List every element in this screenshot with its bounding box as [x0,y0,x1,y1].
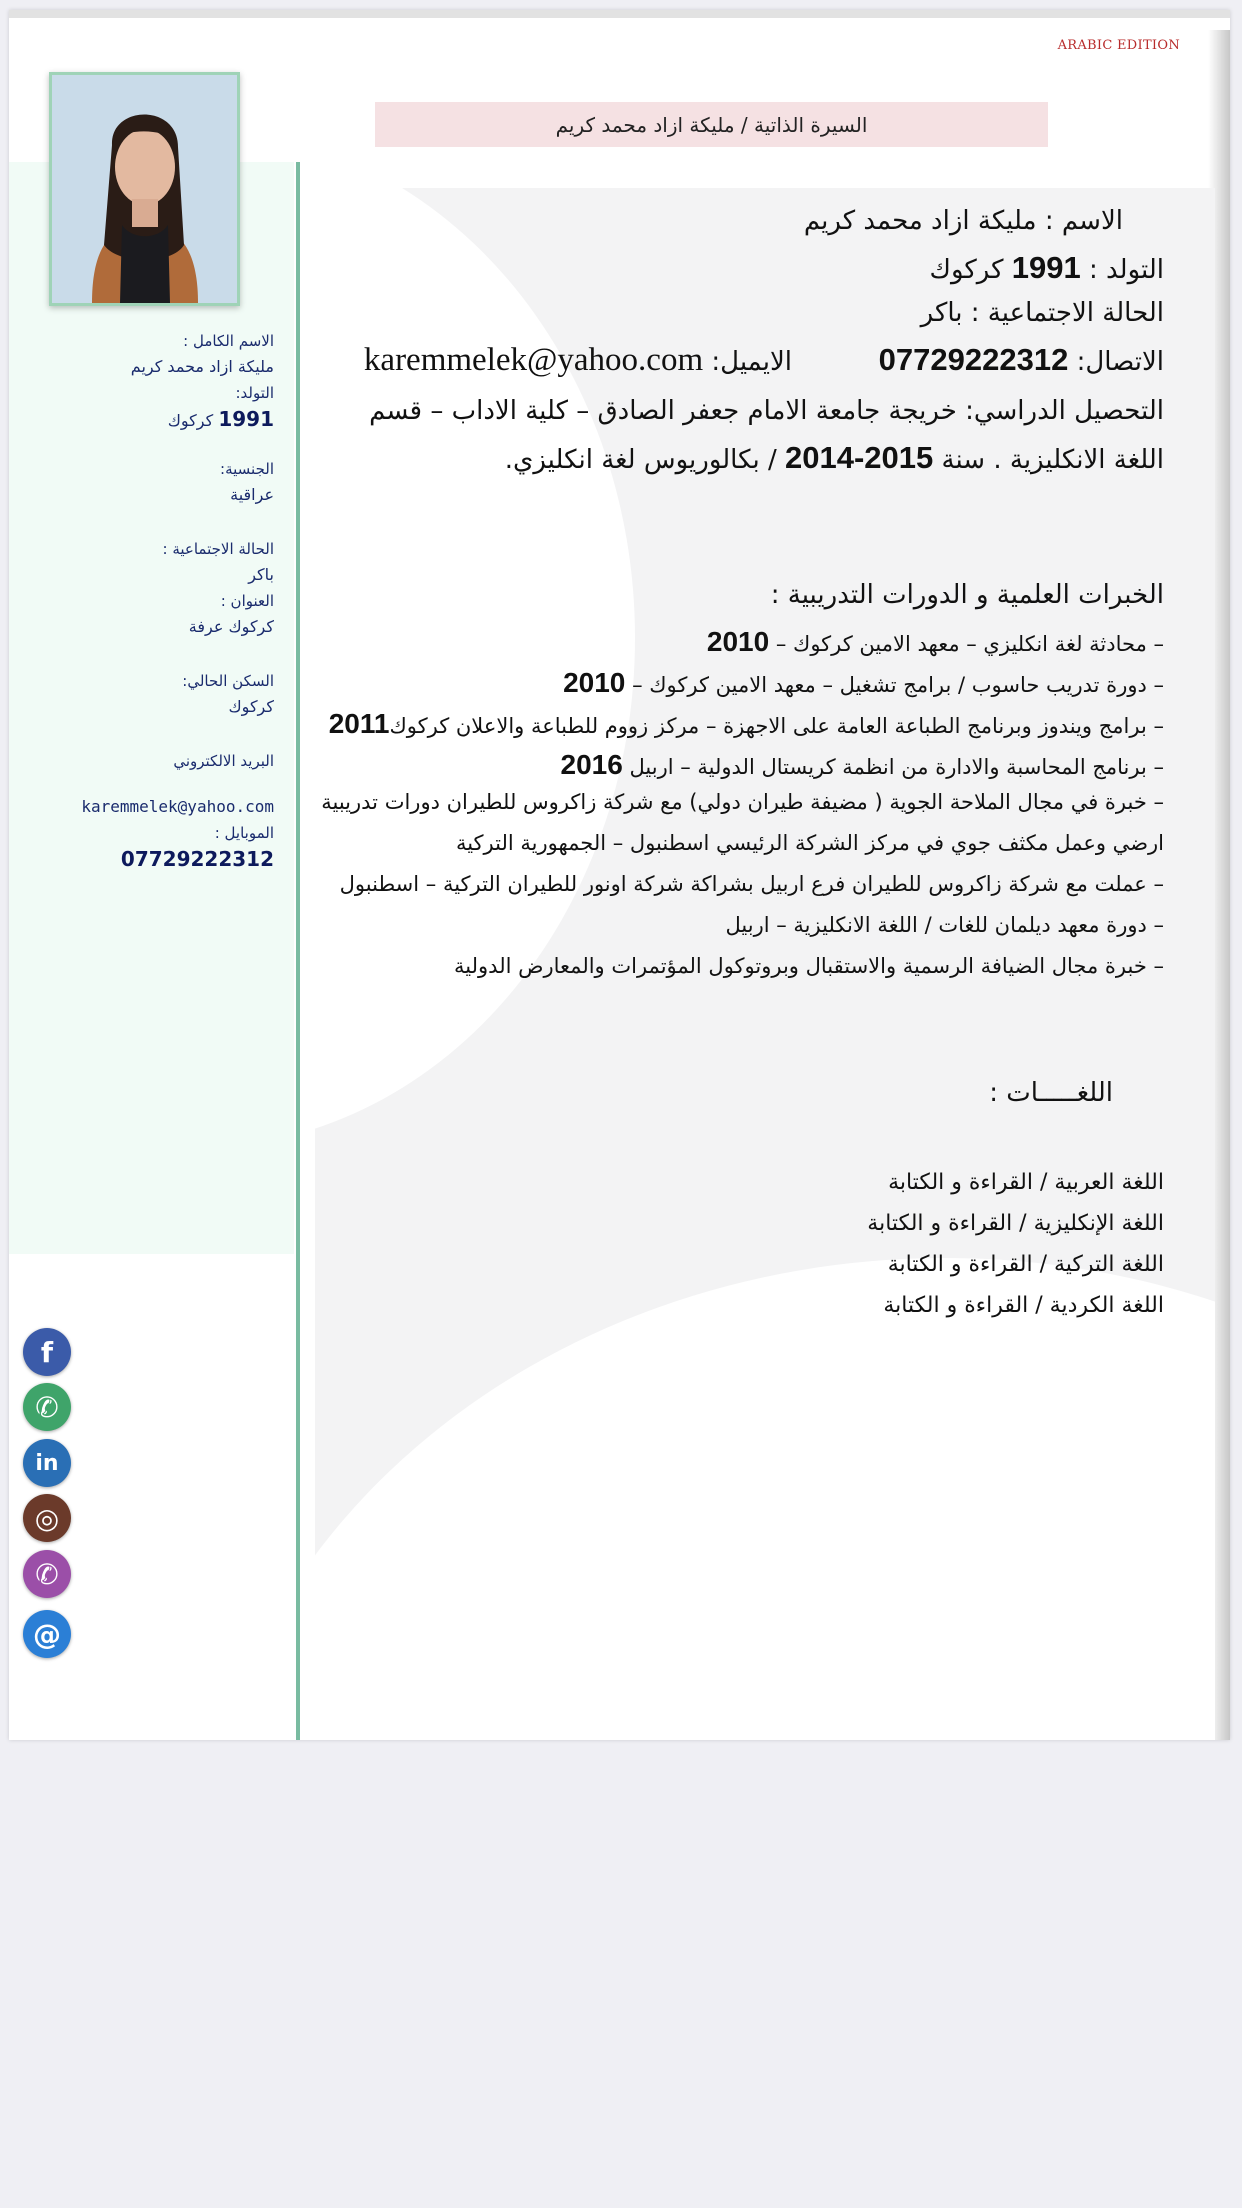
linkedin-icon[interactable]: in [23,1439,71,1487]
cv-page [9,10,1230,1740]
experience-year: 2010 [706,626,770,657]
nationality-label: الجنسية: [220,460,274,478]
birth-line [930,250,1164,286]
languages-heading: اللغـــــات : [989,1078,1113,1108]
sidebar-details [81,328,274,872]
marital-value: باكر [248,565,274,584]
experience-item [726,913,1165,937]
experience-heading: الخبرات العلمية و الدورات التدريبية : [770,580,1164,610]
email-line [364,342,792,379]
portrait-illustration [52,75,237,303]
contact-phone[interactable]: 07729222312 [878,342,1069,377]
contact-label: الاتصال: [1068,347,1164,377]
experience-year: 2016 [560,749,623,780]
experience-text: – برامج ويندوز وبرنامج الطباعة العامة على الاجهزة – مركز زووم للطباعة والاعلان كركوك [389,714,1164,738]
address-value: كركوك عرفة [188,617,274,636]
experience-text: – خبرة في مجال الملاحة الجوية ( مضيفة طيران دولي) مع شركة زاكروس للطيران دورات تدريبية [321,790,1164,814]
email-label-main: الايميل: [703,347,792,377]
birth-year-main: 1991 [1011,250,1081,285]
page-title: السيرة الذاتية / مليكة ازاد محمد كريم [375,102,1048,147]
page-top-edge [9,10,1230,18]
language-item: اللغة العربية / القراءة و الكتابة [888,1170,1164,1195]
marital-line: الحالة الاجتماعية : باكر [920,298,1164,328]
edition-label: ARABIC EDITION [1057,38,1180,53]
instagram-icon[interactable]: ◎ [23,1494,71,1542]
address-label: العنوان : [220,592,274,610]
education-text-b: / بكالوريوس لغة انكليزي. [504,445,785,475]
viber-icon[interactable]: ✆ [23,1550,71,1598]
experience-item [456,831,1164,855]
birth-prefix: التولد : [1080,255,1164,285]
mobile-label: الموبايل : [214,824,274,842]
fullname-value: مليكة ازاد محمد كريم [130,357,274,376]
birth-place-main: كركوك [929,255,1012,285]
contact-line [879,342,1164,378]
profile-photo [49,72,240,306]
experience-text: – دورة تدريب حاسوب / برامج تشغيل – معهد الامين كركوك – [625,673,1164,697]
birth-label: التولد: [235,384,274,402]
experience-text: – دورة معهد ديلمان للغات / اللغة الانكليزية – اربيل [725,913,1164,937]
birth-year: 1991 [218,407,274,431]
sidebar-email[interactable]: karemmelek@yahoo.com [81,797,274,816]
experience-text: – محادثة لغة انكليزي – معهد الامين كركوك – [769,632,1164,656]
email-at-icon[interactable]: @ [23,1610,71,1658]
education-years: 2014-2015 [785,440,934,475]
birth-value [81,406,274,434]
fullname-label: الاسم الكامل : [183,332,274,350]
education-line-1: التحصيل الدراسي: خريجة جامعة الامام جعفر الصادق – كلية الاداب – قسم [369,396,1164,426]
facebook-icon[interactable]: f [23,1328,71,1376]
experience-item [563,667,1164,699]
experience-text: ارضي وعمل مكثف جوي في مركز الشركة الرئيسي اسطنبول – الجمهورية التركية [455,831,1164,855]
birth-place: كركوك [167,411,214,430]
contact-email[interactable]: karemmelek@yahoo.com [363,342,704,378]
experience-item [321,790,1164,814]
name-line: الاسم : مليكة ازاد محمد كريم [803,206,1123,236]
experience-year: 2010 [563,667,626,698]
experience-text: – برنامج المحاسبة والادارة من انظمة كريستال الدولية – اربيل [622,755,1164,779]
experience-item [454,954,1164,978]
education-line-2 [505,440,1164,476]
whatsapp-icon[interactable]: ✆ [23,1383,71,1431]
language-item: اللغة التركية / القراءة و الكتابة [887,1252,1164,1277]
experience-year: 2011 [328,708,390,739]
marital-label: الحالة الاجتماعية : [162,540,274,558]
language-item: اللغة الإنكليزية / القراءة و الكتابة [867,1211,1164,1236]
experience-item [340,872,1164,896]
sidebar-divider [296,162,300,1740]
residence-value: كركوك [228,697,274,716]
experience-text: – خبرة مجال الضيافة الرسمية والاستقبال وبروتوكول المؤتمرات والمعارض الدولية [454,954,1164,978]
experience-item [707,626,1164,658]
sidebar-mobile[interactable]: 07729222312 [120,847,274,871]
residence-label: السكن الحالي: [182,672,274,690]
experience-text: – عملت مع شركة زاكروس للطيران فرع اربيل بشراكة شركة اونور للطيران التركية – اسطنبول [339,872,1164,896]
education-text-a: اللغة الانكليزية . سنة [933,445,1164,475]
email-label: البريد الالكتروني [173,752,274,770]
nationality-value: عراقية [230,485,274,504]
language-item: اللغة الكردية / القراءة و الكتابة [883,1293,1164,1318]
background-arc-bottom [315,1258,1215,1740]
experience-item [329,708,1164,740]
experience-item [561,749,1164,781]
